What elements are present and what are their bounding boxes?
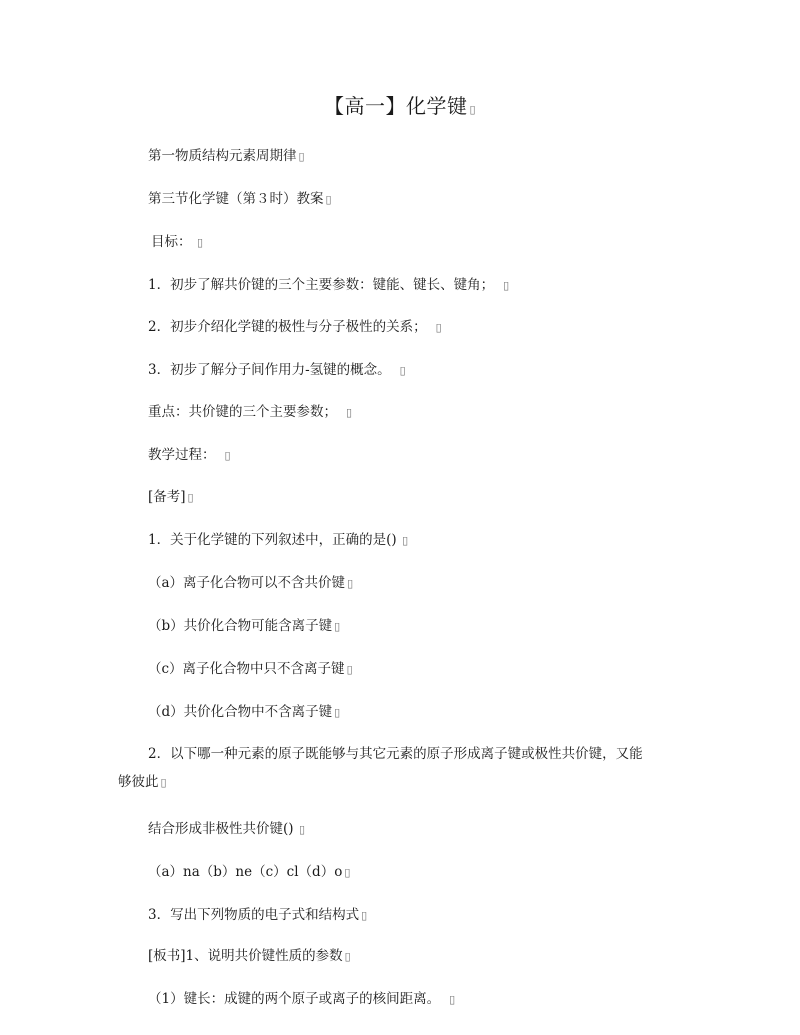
paragraph-mark-icon: ▯ bbox=[398, 534, 409, 547]
paragraph-mark-icon: ▯ bbox=[298, 150, 305, 163]
paragraph-mark-icon: ▯ bbox=[392, 364, 406, 377]
paragraph-mark-icon: ▯ bbox=[496, 279, 510, 292]
question-3: 3．写出下列物质的电子式和结构式 ▯ bbox=[148, 907, 368, 923]
question-2-line-2: 够彼此 ▯ bbox=[118, 774, 167, 790]
option-1c: （c）离子化合物中只不含离子键 ▯ bbox=[148, 661, 353, 677]
document-title bbox=[0, 90, 800, 119]
question-2-line-3: 结合形成非极性共价键() ▯ bbox=[148, 821, 306, 837]
question-2-line-1: 2．以下哪一种元素的原子既能够与其它元素的原子形成离子键或极性共价键，又能 bbox=[148, 746, 643, 762]
option-1a: （a）离子化合物可以不含共价键 ▯ bbox=[148, 575, 354, 591]
paragraph-mark-icon: ▯ bbox=[344, 950, 351, 963]
bond-length-definition: （1）键长：成键的两个原子或离子的核间距离。 ▯ bbox=[148, 991, 456, 1007]
paragraph-mark-icon: ▯ bbox=[325, 193, 332, 206]
paragraph-mark-icon: ▯ bbox=[334, 706, 341, 719]
title-text: 【高一】化学键 bbox=[323, 94, 468, 118]
paragraph-mark-icon: ▯ bbox=[295, 823, 306, 836]
paragraph-prep: [备考] ▯ bbox=[148, 489, 194, 505]
paragraph-goal-1: 1．初步了解共价键的三个主要参数：键能、键长、键角； ▯ bbox=[148, 277, 510, 293]
paragraph-mark-icon: ▯ bbox=[334, 620, 341, 633]
paragraph-chapter: 第一物质结构元素周期律 ▯ bbox=[148, 148, 305, 164]
question-1: 1．关于化学键的下列叙述中，正确的是() ▯ bbox=[148, 532, 409, 548]
paragraph-mark-icon: ▯ bbox=[347, 577, 354, 590]
paragraph-goal-2: 2．初步介绍化学键的极性与分子极性的关系； ▯ bbox=[148, 319, 442, 335]
paragraph-mark-icon: ▯ bbox=[361, 909, 368, 922]
option-1d: （d）共价化合物中不含离子键 ▯ bbox=[148, 704, 341, 720]
board-note: [板书]1、说明共价键性质的参数 ▯ bbox=[148, 948, 351, 964]
paragraph-mark-icon: ▯ bbox=[428, 321, 442, 334]
paragraph-mark-icon: ▯ bbox=[442, 993, 456, 1006]
paragraph-mark-icon: ▯ bbox=[160, 776, 167, 789]
paragraph-goals-heading: 目标： ▯ bbox=[151, 234, 204, 250]
paragraph-mark-icon: ▯ bbox=[193, 236, 204, 249]
paragraph-mark-icon: ▯ bbox=[469, 103, 477, 116]
paragraph-section: 第三节化学键（第３时）教案 ▯ bbox=[148, 191, 332, 207]
paragraph-process: 教学过程： ▯ bbox=[148, 447, 231, 463]
options-2: （a）na（b）ne（c）cl（d）o ▯ bbox=[148, 864, 351, 880]
paragraph-mark-icon: ▯ bbox=[344, 866, 351, 879]
option-1b: （b）共价化合物可能含离子键 ▯ bbox=[148, 618, 341, 634]
paragraph-mark-icon: ▯ bbox=[346, 663, 353, 676]
paragraph-mark-icon: ▯ bbox=[217, 449, 231, 462]
paragraph-mark-icon: ▯ bbox=[339, 406, 353, 419]
paragraph-key-points: 重点：共价键的三个主要参数； ▯ bbox=[148, 404, 353, 420]
paragraph-mark-icon: ▯ bbox=[187, 491, 194, 504]
paragraph-goal-3: 3．初步了解分子间作用力-氢键的概念。 ▯ bbox=[148, 362, 406, 378]
